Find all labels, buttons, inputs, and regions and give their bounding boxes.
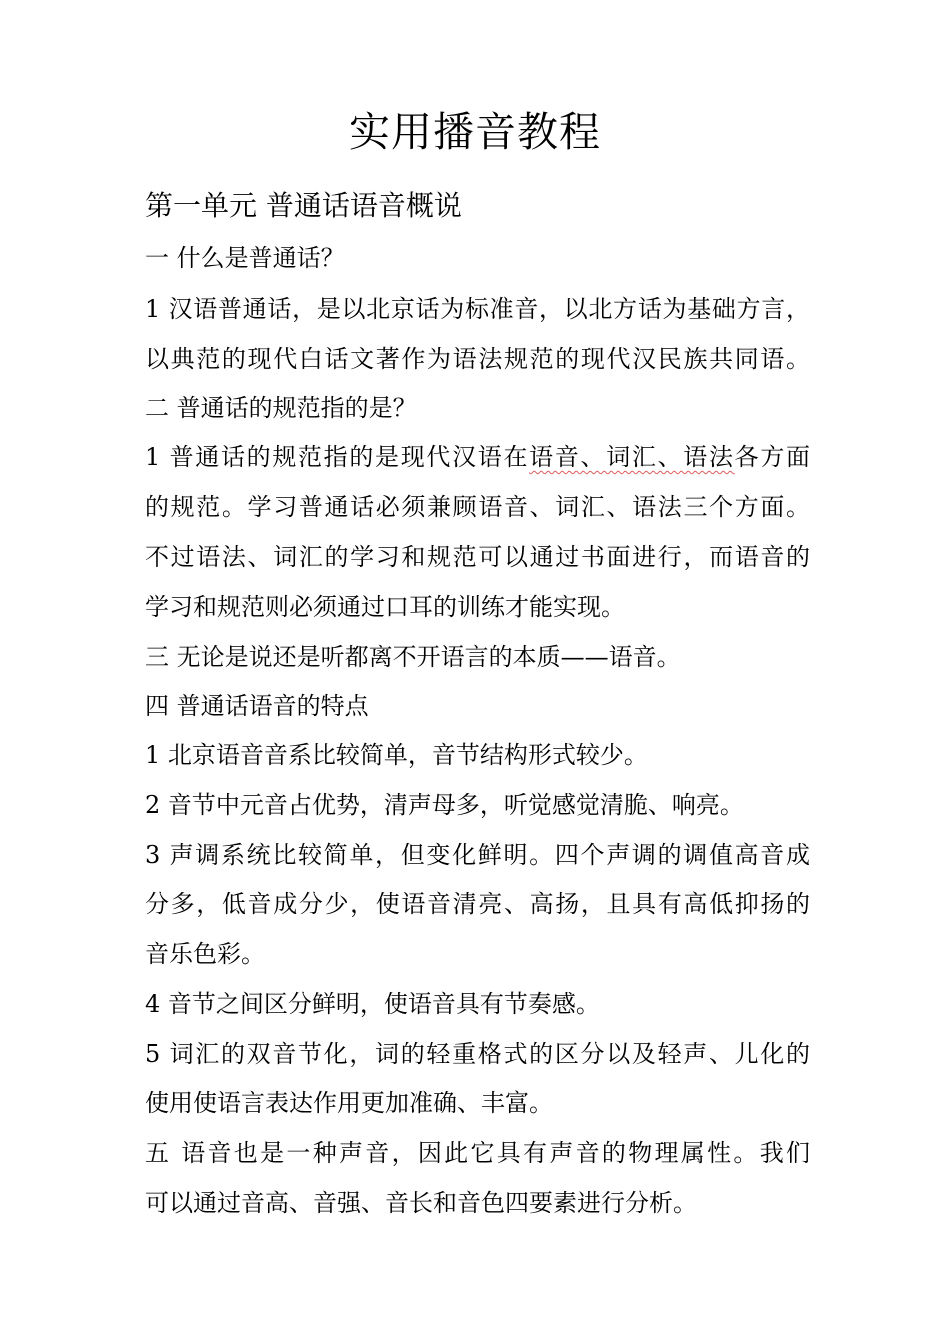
section-heading-5: 五 语音也是一种声音，因此它具有声音的物理属性。我们 bbox=[145, 1139, 810, 1167]
paragraph-line: 不过语法、词汇的学习和规范可以通过书面进行，而语音的 bbox=[145, 543, 810, 571]
paragraph-line: 以典范的现代白话文著作为语法规范的现代汉民族共同语。 bbox=[145, 345, 810, 373]
paragraph-line: 的规范。学习普通话必须兼顾语音、词汇、语法三个方面。 bbox=[145, 493, 810, 521]
paragraph-line: 分多，低音成分少，使语音清亮、高扬，且具有高低抑扬的 bbox=[145, 890, 810, 918]
paragraph-line: 学习和规范则必须通过口耳的训练才能实现。 bbox=[145, 593, 625, 621]
paragraph-line: 1 汉语普通话，是以北京话为标准音，以北方话为基础方言， bbox=[145, 295, 810, 323]
list-item: 1 北京语音音系比较简单，音节结构形式较少。 bbox=[145, 741, 648, 769]
unit-heading: 第一单元 普通话语音概说 bbox=[145, 189, 462, 222]
list-item: 3 声调系统比较简单，但变化鲜明。四个声调的调值高音成 bbox=[145, 841, 810, 869]
section-heading-3: 三 无论是说还是听都离不开语言的本质——语音。 bbox=[145, 643, 681, 671]
list-item: 5 词汇的双音节化，词的轻重格式的区分以及轻声、儿化的 bbox=[145, 1040, 810, 1068]
section-heading-4: 四 普通话语音的特点 bbox=[145, 692, 369, 720]
paragraph-line: 使用使语言表达作用更加准确、丰富。 bbox=[145, 1089, 553, 1117]
paragraph-line: 音乐色彩。 bbox=[145, 940, 265, 968]
text-segment: 各方面 bbox=[734, 443, 811, 471]
list-item: 4 音节之间区分鲜明，使语音具有节奏感。 bbox=[145, 990, 600, 1018]
document-title: 实用播音教程 bbox=[349, 108, 601, 156]
paragraph-line-with-spellcheck bbox=[145, 440, 810, 474]
section-heading-1: 一 什么是普通话？ bbox=[145, 244, 345, 272]
spellcheck-underlined-text: 语音、词汇、语法 bbox=[529, 443, 735, 471]
section-heading-2: 二 普通话的规范指的是？ bbox=[145, 394, 417, 422]
paragraph-line: 可以通过音高、音强、音长和音色四要素进行分析。 bbox=[145, 1189, 697, 1217]
text-segment: 1 普通话的规范指的是现代汉语在 bbox=[145, 443, 530, 471]
list-item: 2 音节中元音占优势，清声母多，听觉感觉清脆、响亮。 bbox=[145, 791, 744, 819]
